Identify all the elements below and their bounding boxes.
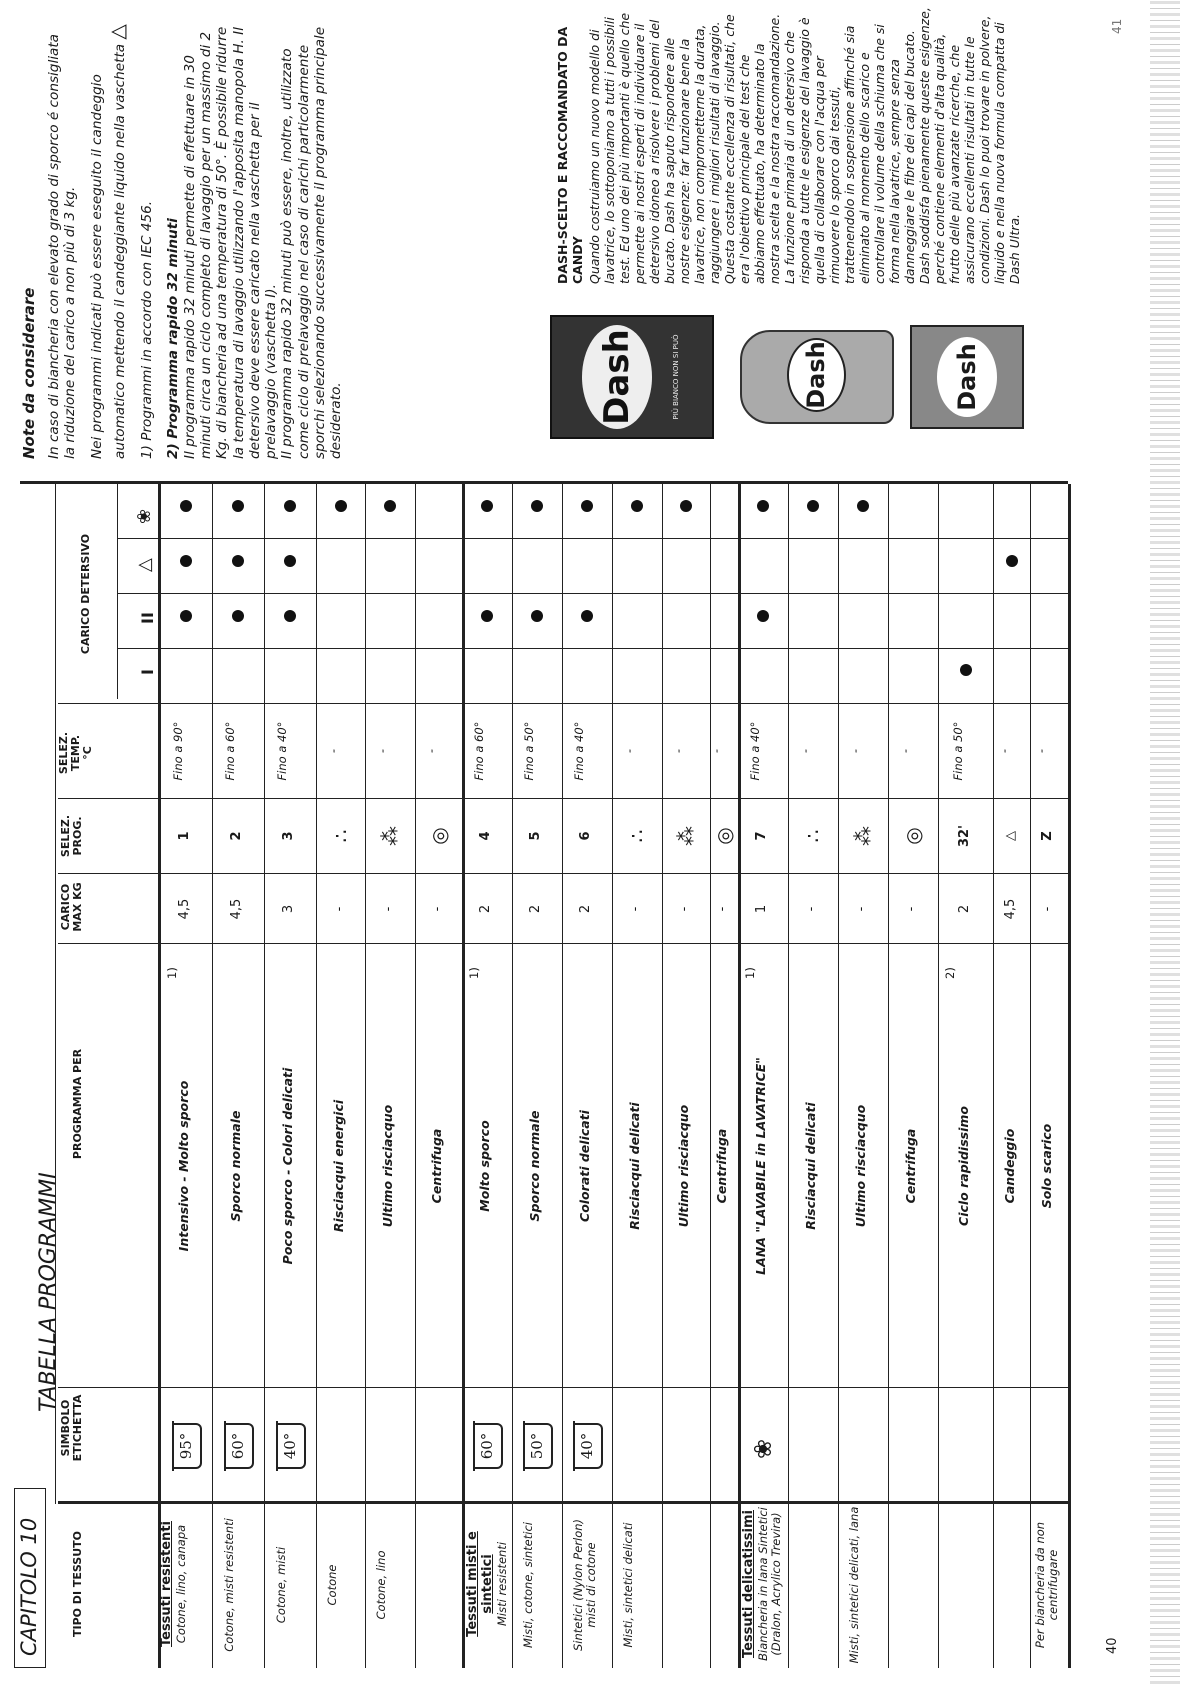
detergent-dot [481, 500, 493, 512]
note-p2-text: Nei programmi indicati può essere eseguito il candeggio automatico mettendo il candeggiante liquido nella vaschetta [88, 43, 128, 459]
section-subtitle: Misti resistenti [494, 1541, 509, 1627]
row-divider [788, 484, 789, 1668]
row-selez-temp: Fino a 50° [950, 721, 965, 781]
row-note: 2) [943, 967, 957, 979]
note-p4-heading: 2) Programma rapido 32 minuti [165, 218, 182, 459]
row-carico: 1 [754, 904, 769, 914]
row-carico: - [429, 906, 445, 912]
row-divider [888, 484, 889, 1668]
vline-9 [117, 538, 1068, 539]
vline-4 [58, 873, 1068, 874]
spin-symbol-icon: ◎ [712, 827, 736, 845]
wash-symbol-icon: 40° [276, 1423, 306, 1469]
row-tipo: Cotone, misti [274, 1546, 288, 1624]
wool-symbol-icon: ❀ [749, 1438, 777, 1459]
row-divider [938, 484, 939, 1668]
row-selez-prog: 4 [478, 831, 493, 841]
detergent-dot [284, 500, 296, 512]
row-divider [710, 484, 711, 1668]
row-tipo: Misti, sintetici delicati [621, 1522, 635, 1648]
row-selez-prog: Z [1040, 831, 1055, 841]
header-selez-temp: SELEZ. TEMP. °C [57, 731, 95, 775]
page-number-left: 40 [1105, 1637, 1120, 1654]
det-col-4: ❀ [134, 508, 155, 524]
softener-symbol-icon: ⁂ [378, 826, 402, 846]
row-programma: Centrifuga [714, 1128, 729, 1204]
dash-box [550, 315, 714, 439]
dash-bottle [740, 330, 894, 424]
wash-symbol-icon: 60° [473, 1423, 503, 1469]
row-programma: Risciacqui energici [330, 1099, 346, 1233]
detergent-dot [384, 500, 396, 512]
row-selez-temp: - [375, 748, 389, 754]
row-divider [316, 484, 317, 1668]
section-sep-1 [462, 484, 465, 1668]
row-divider [1030, 484, 1031, 1668]
row-carico: 4,5 [177, 898, 192, 920]
row-carico: - [677, 906, 692, 912]
table-top-line [55, 484, 56, 1504]
det-col-1: I [138, 669, 157, 675]
row-programma: Ultimo risciacquo [853, 1104, 868, 1228]
row-carico: 4,5 [229, 898, 244, 920]
vline-7 [117, 648, 1068, 649]
row-selez-temp: Fino a 90° [171, 721, 185, 781]
section-subtitle: Cotone, lino, canapa [173, 1524, 188, 1644]
dash-box-logo: Dash [582, 325, 652, 429]
row-tipo: Cotone, misti resistenti [222, 1518, 236, 1652]
dash-box-tagline: PIÙ BIANCO NON SI PUÒ [672, 334, 680, 420]
dash-bottle-logo: Dash [787, 338, 846, 412]
vline-6 [58, 703, 1068, 704]
row-divider [838, 484, 839, 1668]
bleach-triangle-icon: △ [104, 24, 129, 40]
header-bottom-line [158, 484, 161, 1668]
detergent-dot [232, 500, 244, 512]
detergent-dot [232, 555, 244, 567]
page-title: TABELLA PROGRAMMI [36, 1172, 61, 1412]
row-tipo: Cotone, lino [374, 1550, 388, 1620]
row-programma: Poco sporco - Colori delicati [280, 1067, 295, 1265]
dash-ultra-logo: Dash [937, 337, 997, 417]
wash-symbol-icon: 95° [172, 1423, 202, 1469]
row-tipo: Misti, cotone, sintetici [521, 1522, 535, 1648]
notes-block [20, 19, 345, 459]
row-divider [662, 484, 663, 1668]
detergent-dot [531, 500, 543, 512]
note-p5: Il programma rapido 32 minuti può essere, inoltre, utilizzato come ciclo di prelavaggio nel caso di carichi particolarmente sporchi selezionando successivamente il programma principale desiderato. [279, 26, 345, 459]
chapter-label: CAPITOLO 10 [17, 1517, 41, 1656]
row-selez-prog: △ [1002, 831, 1018, 841]
row-carico: 3 [281, 904, 296, 914]
section-misti [466, 1504, 509, 1664]
dash-heading: DASH-SCELTO E RACCOMANDATO DA CANDY [555, 26, 585, 284]
vline-3 [58, 943, 1068, 944]
row-programma: Centrifuga [428, 1128, 444, 1204]
row-selez-temp: Fino a 60° [472, 721, 486, 781]
row-carico: - [804, 906, 819, 912]
row-divider [562, 484, 563, 1668]
row-programma: Risciacqui delicati [803, 1102, 818, 1230]
row-note: 1) [743, 967, 757, 979]
detergent-dot [284, 610, 296, 622]
row-carico: - [381, 906, 396, 912]
detergent-dot [481, 610, 493, 622]
wash-symbol-icon: 40° [573, 1423, 603, 1469]
row-selez-temp: - [622, 748, 636, 754]
spin-symbol-icon: ◎ [426, 827, 451, 845]
dash-products-image [550, 289, 1050, 459]
detergent-dot [581, 610, 593, 622]
row-divider [264, 484, 265, 1668]
row-selez-temp: Fino a 40° [748, 721, 762, 781]
header-selez-prog: SELEZ. PROG. [59, 814, 85, 858]
row-selez-prog: 6 [578, 831, 593, 841]
wash-symbol-icon: 60° [224, 1423, 254, 1469]
section-title: Tessuti delicatissimi [741, 1510, 756, 1659]
row-selez-temp: - [848, 748, 862, 754]
detergent-dot [631, 500, 643, 512]
det-col-2: II [138, 612, 157, 624]
section-sep-3 [1068, 484, 1071, 1668]
row-programma: Risciacqui delicati [627, 1102, 642, 1230]
detergent-dot [335, 500, 347, 512]
row-selez-temp: - [1034, 748, 1048, 754]
note-p4: Il programma rapido 32 minuti permette di effettuare in 30 minuti circa un ciclo completo di lavaggio per un massimo di 2 Kg. di biancheria ad una temperatura di 50°. È possibile ridurre la temperatura di lavaggio utilizzando l'apposita manopola H. Il detersivo deve essere caricato nella vaschetta per il prelavaggio (vaschetta I). [181, 26, 280, 459]
note-p1: In caso di biancheria con elevato grado di sporco é consigliata la riduzione del carico a non più di 3 kg. [46, 34, 79, 459]
row-divider [512, 484, 513, 1668]
row-selez-temp: - [798, 748, 812, 754]
row-carico: 4,5 [1002, 898, 1018, 920]
row-note: 1) [467, 967, 481, 979]
softener-symbol-icon: ⁂ [851, 826, 875, 846]
detergent-dot [180, 555, 192, 567]
section-title: Tessuti resistenti [159, 1521, 174, 1648]
row-carico: - [1040, 906, 1055, 912]
vline-2 [58, 1387, 1068, 1388]
section-title: Tessuti misti e sintetici [465, 1531, 495, 1637]
row-programma: Intensivo - Molto sporco [176, 1080, 191, 1252]
detergent-dot [680, 500, 692, 512]
row-selez-prog: 7 [754, 831, 769, 841]
row-carico: 2 [528, 904, 543, 914]
row-selez-temp: - [423, 748, 438, 754]
row-programma: Sporco normale [527, 1110, 542, 1222]
header-detersivo: CARICO DETERSIVO [79, 533, 92, 655]
row-selez-temp: Fino a 40° [572, 721, 586, 781]
detergent-dot [284, 555, 296, 567]
row-programma: Ciclo rapidissimo [955, 1106, 971, 1226]
row-carico: - [904, 906, 919, 912]
detergent-dot [807, 500, 819, 512]
softener-symbol-icon: ⁂ [674, 826, 698, 846]
row-tipo: Misti, sintetici delicati, lana [847, 1506, 861, 1664]
row-carico: - [331, 906, 347, 912]
row-selez-prog: 5 [528, 831, 543, 841]
header-tipo: TIPO DI TESSUTO [71, 1530, 84, 1638]
dash-body: Quando costruiamo un nuovo modello di lavatrice, lo sottoponiamo a tutti i possibili test. Ed uno dei più importanti è quello che permette ai nostri esperti di individuare il detersivo idoneo a risolvere i problemi del bucato. Dash ha saputo rispondere alle nostre esigenze: far funzionare bene la lavatrice, non comprometterne la durata, raggiungere i migliori risultati di lavaggio. Questa costante eccellenza di risultati, che era l'obiettivo principale del test che abbiamo effettuato, ha determinato la nostra scelta e la nostra raccomandazione. La funzione primaria di un detersivo che risponda a tutte le esigenze del lavaggio è quella di collaborare con l'acqua per rimuovere lo sporco dai tessuti, trattenendolo in sospensione affinché sia eliminato al momento dello scarico e controllare il volume della schiuma che si forma nella lavatrice, sempre senza danneggiare le fibre dei capi del bucato. Dash soddisfa pienamente queste esigenze, perché contiene elementi d'alta qualità, frutto delle più avanzate ricerche, che assicurano eccellenti risultati in tutte le condizioni. Dash lo puoi trovare in polvere, liquido e nella nuova formula compatta di Dash Ultra. [587, 7, 1022, 284]
detergent-dot [960, 664, 972, 676]
row-programma: LANA "LAVABILE in LAVATRICE" [753, 1057, 768, 1275]
row-selez-temp: - [996, 748, 1011, 754]
wash-symbol-icon: 50° [523, 1423, 553, 1469]
row-selez-temp: - [671, 748, 685, 754]
row-selez-prog: 1 [177, 831, 192, 841]
row-carico: - [715, 906, 730, 912]
scan-edge-strip [1150, 0, 1180, 1684]
dash-text [555, 4, 1022, 284]
row-selez-temp: - [325, 748, 340, 754]
row-selez-temp: - [898, 748, 912, 754]
spin-symbol-icon: ◎ [901, 827, 925, 845]
det-subheader-line [117, 484, 118, 699]
row-divider [212, 484, 213, 1668]
row-selez-prog: 2 [229, 831, 244, 841]
rinse-symbol-icon: ∴ [328, 829, 353, 843]
row-programma: Colorati delicati [577, 1110, 592, 1222]
row-divider [365, 484, 366, 1668]
header-carico: CARICO MAX KG [59, 882, 85, 932]
row-programma: Candeggio [1001, 1128, 1017, 1204]
detergent-dot [180, 610, 192, 622]
note-p2 [89, 19, 129, 459]
row-tipo: Sintetici (Nylon Perlon) misti di cotone [571, 1518, 599, 1652]
note-p3: 1) Programmi in accordo con IEC 456. [138, 200, 155, 459]
row-programma: Ultimo risciacquo [676, 1104, 691, 1228]
detergent-dot [180, 500, 192, 512]
row-selez-prog: 3 [281, 831, 296, 841]
row-tipo: Per biancheria da non centrifugare [1033, 1521, 1061, 1649]
detergent-dot [1006, 555, 1018, 567]
row-selez-prog: 32' [956, 824, 972, 848]
section-sep-2 [738, 484, 741, 1668]
row-programma: Centrifuga [903, 1128, 918, 1204]
row-programma: Molto sporco [477, 1120, 492, 1212]
section-resistenti [160, 1504, 188, 1664]
row-carico: 2 [478, 904, 493, 914]
page-number-right: 41 [1110, 18, 1124, 34]
row-programma: Ultimo risciacquo [380, 1104, 395, 1228]
row-programma: Solo scarico [1039, 1123, 1054, 1209]
section-delicati [742, 1504, 783, 1664]
row-divider [415, 484, 416, 1668]
det-col-3: △ [134, 558, 155, 572]
detergent-dot [757, 610, 769, 622]
section-subtitle: Biancheria in lana Sintetici (Dralon, Acrylico Trevira) [755, 1507, 784, 1661]
row-selez-temp: Fino a 50° [522, 721, 536, 781]
detergent-dot [232, 610, 244, 622]
rinse-symbol-icon: ∴ [801, 829, 825, 843]
row-carico: 2 [578, 904, 593, 914]
vline-1 [58, 1501, 1068, 1504]
row-carico: - [628, 906, 643, 912]
row-selez-temp: - [709, 748, 723, 754]
detergent-dot [531, 610, 543, 622]
header-programma: PROGRAMMA PER [71, 1048, 84, 1160]
detergent-dot [581, 500, 593, 512]
notes-heading: Note da considerare [20, 287, 38, 459]
row-programma: Sporco normale [228, 1110, 243, 1222]
row-carico: 2 [956, 904, 972, 914]
rinse-symbol-icon: ∴ [625, 829, 649, 843]
vline-10 [20, 481, 1068, 484]
row-divider [612, 484, 613, 1668]
row-selez-temp: Fino a 40° [275, 721, 289, 781]
row-carico: - [854, 906, 869, 912]
vline-8 [117, 593, 1068, 594]
detergent-dot [857, 500, 869, 512]
row-divider [993, 484, 994, 1668]
vline-5 [58, 798, 1068, 799]
row-note: 1) [165, 967, 179, 979]
row-selez-temp: Fino a 60° [223, 721, 237, 781]
detergent-dot [757, 500, 769, 512]
header-simbolo: SIMBOLO ETICHETTA [59, 1394, 85, 1462]
row-tipo: Cotone [324, 1564, 339, 1606]
dash-ultra-box [910, 325, 1024, 429]
